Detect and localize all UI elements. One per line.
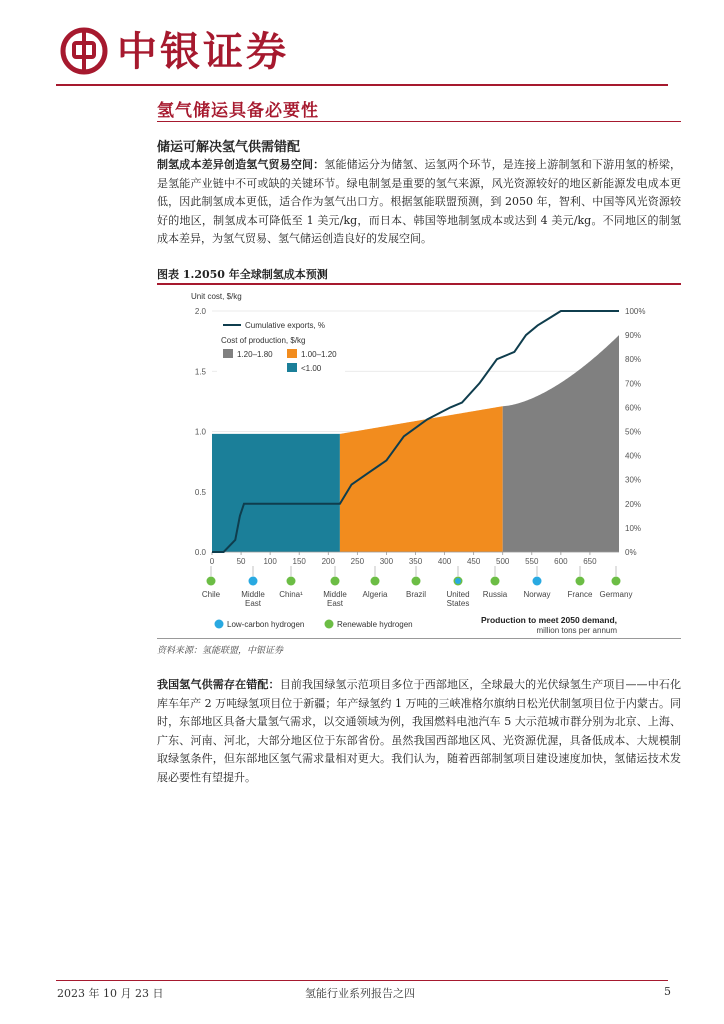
y2-tick-label: 80% bbox=[625, 355, 642, 365]
production-note-sub: million tons per annum bbox=[536, 626, 617, 635]
legend-swatch-orange bbox=[287, 349, 297, 358]
cost-curve-chart bbox=[157, 287, 681, 637]
legend-label-gray: 1.20–1.80 bbox=[237, 350, 273, 359]
country-dot bbox=[412, 577, 421, 586]
country-dot bbox=[207, 577, 216, 586]
y2-tick-label: 60% bbox=[625, 403, 642, 413]
country-label: Chile bbox=[201, 590, 221, 599]
bank-of-china-logo bbox=[60, 27, 108, 75]
figure-bottom-rule bbox=[157, 638, 681, 639]
renewable-label: Renewable hydrogen bbox=[337, 620, 413, 629]
country-label: Norway bbox=[523, 590, 551, 599]
figure-top-rule bbox=[157, 283, 681, 285]
paragraph-body: 目前我国绿氢示范项目多位于西部地区，全球最大的光伏绿氢生产项目——中石化库车年产 2 万吨绿氢项目位于新疆；年产绿氢约 1 万吨的三峡准格尔旗纳日松光伏制氢项目位于内蒙古。同时，东部地区具备大量氢气需求，以交通领域为例，我国燃料电池汽车 5 大示范城市群分别为北京、上海、广东、河南、河北，大部分地区位于东部省份。虽然我国西部地区风、光资源优渥，具备低成本、大规模制取绿氢条件，但东部地区氢气需求量相对更大。我们认为，随着西部制氢项目建设速度加快，氢储运技术发展必要性有望提升。 bbox=[157, 678, 682, 784]
section-title: 氢气储运具备必要性 bbox=[157, 101, 319, 121]
legend-cost-title: Cost of production, $/kg bbox=[221, 336, 306, 345]
country-label: Middle bbox=[241, 590, 265, 599]
paragraph-supply-demand bbox=[157, 676, 681, 787]
x-tick-label: 650 bbox=[583, 557, 597, 566]
y2-tick-label: 20% bbox=[625, 499, 642, 509]
y2-tick-label: 90% bbox=[625, 331, 642, 341]
y2-tick-label: 70% bbox=[625, 379, 642, 389]
country-dot bbox=[533, 577, 542, 586]
paragraph-lead: 制氢成本差异创造氢气贸易空间： bbox=[157, 158, 325, 171]
legend-swatch-teal bbox=[287, 363, 297, 372]
cost-band-1 bbox=[340, 406, 503, 552]
country-label: Brazil bbox=[405, 590, 427, 599]
y2-tick-label: 10% bbox=[625, 523, 642, 533]
page-number: 5 bbox=[664, 985, 671, 998]
x-tick-label: 100 bbox=[263, 557, 277, 566]
country-dot bbox=[287, 577, 296, 586]
figure-title: 图表 1.2050 年全球制氢成本预测 bbox=[157, 268, 328, 281]
x-tick-label: 500 bbox=[496, 557, 510, 566]
report-series: 氢能行业系列报告之四 bbox=[305, 987, 415, 1000]
low-carbon-label: Low-carbon hydrogen bbox=[227, 620, 305, 629]
x-tick-label: 400 bbox=[437, 557, 452, 566]
country-label: Algeria bbox=[362, 590, 388, 599]
x-tick-label: 350 bbox=[408, 557, 423, 566]
brand-name: 中银证券 bbox=[117, 28, 289, 75]
y2-tick-label: 100% bbox=[625, 307, 646, 316]
country-dot bbox=[371, 577, 380, 586]
country-dot bbox=[249, 577, 258, 586]
country-label: States bbox=[446, 599, 470, 608]
production-note-title: Production to meet 2050 demand, bbox=[480, 615, 617, 625]
x-tick-label: 250 bbox=[350, 557, 365, 566]
country-label: France bbox=[567, 590, 593, 599]
country-dot bbox=[612, 577, 621, 586]
legend-line-label: Cumulative exports, % bbox=[245, 321, 326, 330]
y2-tick-label: 50% bbox=[625, 427, 642, 437]
country-dot bbox=[331, 577, 340, 586]
x-tick-label: 600 bbox=[554, 557, 568, 566]
country-label: Middle bbox=[323, 590, 347, 599]
y-tick-label: 2.0 bbox=[194, 307, 206, 316]
paragraph-trade-space bbox=[157, 156, 681, 249]
y-tick-label: 0.5 bbox=[194, 487, 206, 497]
subsection-title: 储运可解决氢气供需错配 bbox=[157, 140, 301, 155]
header-divider bbox=[56, 84, 668, 86]
y2-tick-label: 0% bbox=[625, 548, 637, 557]
country-dot-low-carbon bbox=[455, 578, 461, 584]
cost-band-2 bbox=[503, 335, 619, 552]
y-axis-title: Unit cost, $/kg bbox=[191, 292, 242, 301]
x-tick-label: 50 bbox=[236, 557, 246, 566]
country-label: United bbox=[446, 590, 470, 599]
paragraph-lead: 我国氢气供需存在错配： bbox=[157, 678, 280, 691]
figure-source: 资料来源：氢能联盟，中银证券 bbox=[157, 646, 284, 656]
low-carbon-dot bbox=[215, 620, 224, 629]
country-label: China¹ bbox=[279, 590, 303, 599]
x-tick-label: 0 bbox=[209, 557, 215, 566]
country-label: Germany bbox=[599, 590, 633, 599]
x-tick-label: 300 bbox=[379, 557, 394, 566]
legend-label-orange: 1.00–1.20 bbox=[301, 350, 337, 359]
x-tick-label: 550 bbox=[525, 557, 539, 566]
cost-band-0 bbox=[212, 434, 340, 552]
section-divider bbox=[157, 121, 681, 122]
y-tick-label: 0.0 bbox=[194, 548, 206, 557]
renewable-dot bbox=[325, 620, 334, 629]
legend-label-teal: <1.00 bbox=[301, 364, 322, 373]
x-tick-label: 200 bbox=[321, 557, 335, 566]
paragraph-body: 氢能储运分为储氢、运氢两个环节，是连接上游制氢和下游用氢的桥梁，是氢能产业链中不可或缺的关键环节。绿电制氢是重要的氢气来源，风光资源较好的地区新能源发电成本更低，因此制氢成本更低，适合作为氢气出口方。根据氢能联盟预测，到 2050 年，智利、中国等风光资源较好的地区，制氢成本可降低至 1 美元/kg，而日本、韩国等地制氢成本或达到 4 美元/kg。不同地区的制氢成本差异，为氢气贸易、氢气储运创造良好的发展空间。 bbox=[157, 158, 682, 245]
country-label: Russia bbox=[482, 590, 508, 599]
report-date: 2023 年 10 月 23 日 bbox=[57, 987, 164, 1000]
y-tick-label: 1.5 bbox=[194, 367, 206, 377]
legend-swatch-gray bbox=[223, 349, 233, 358]
country-label: East bbox=[244, 599, 262, 608]
country-label: East bbox=[326, 599, 344, 608]
y-tick-label: 1.0 bbox=[194, 427, 206, 437]
country-dot bbox=[576, 577, 585, 586]
x-tick-label: 150 bbox=[292, 557, 306, 566]
y2-tick-label: 40% bbox=[625, 451, 642, 461]
footer-divider bbox=[56, 980, 668, 981]
country-dot bbox=[491, 577, 500, 586]
x-tick-label: 450 bbox=[466, 557, 481, 566]
y2-tick-label: 30% bbox=[625, 475, 642, 485]
